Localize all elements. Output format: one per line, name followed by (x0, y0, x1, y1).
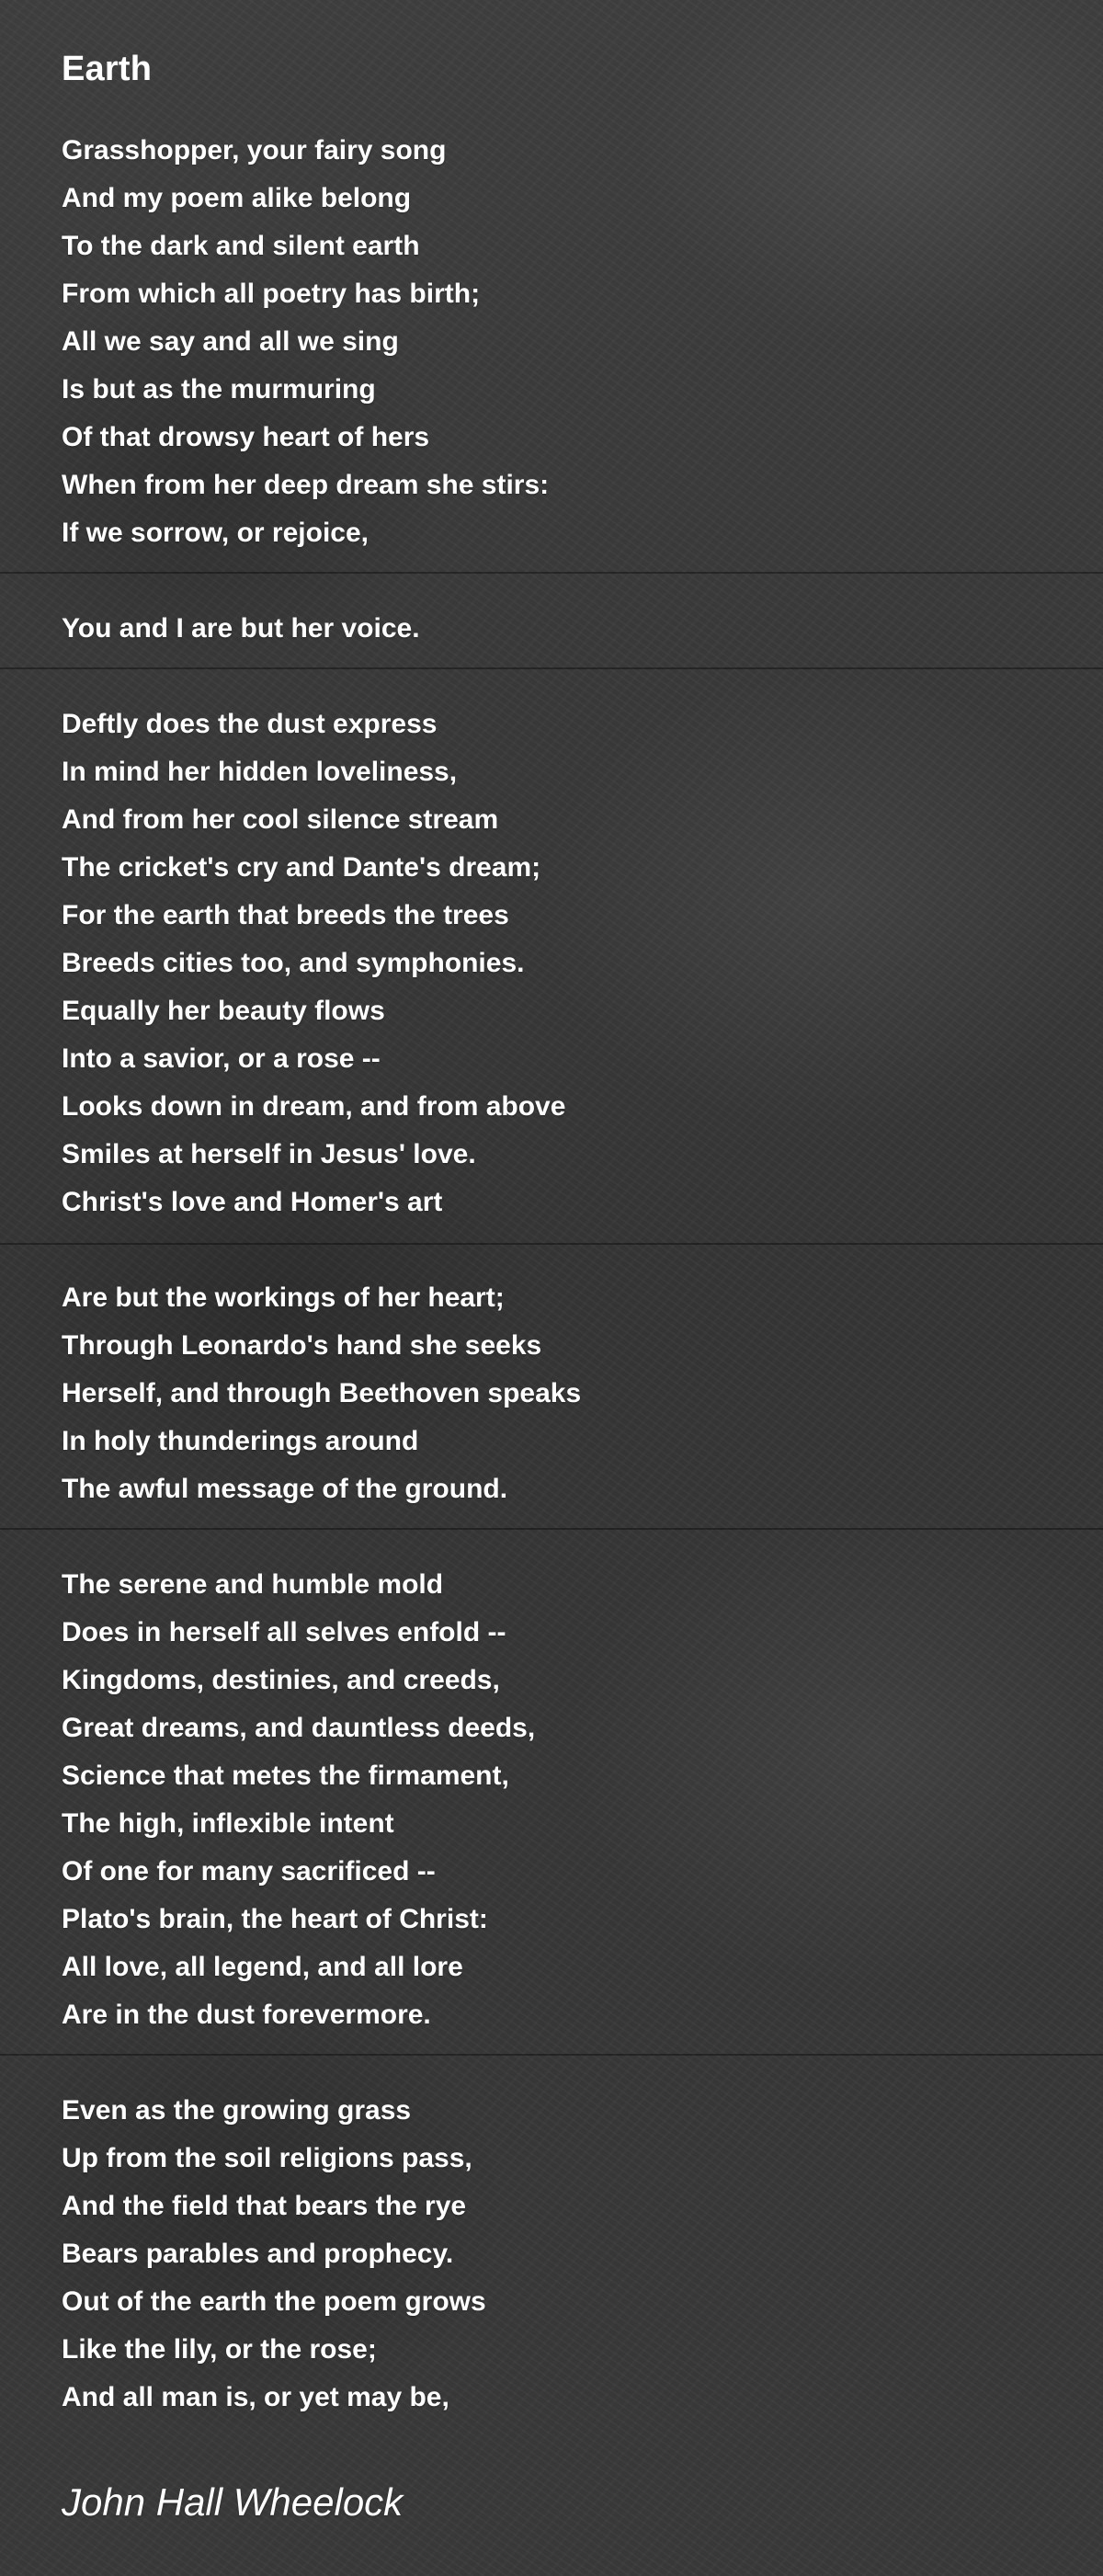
poem-line: Of one for many sacrificed -- (62, 1856, 436, 1886)
stanza-2 (62, 605, 1054, 653)
poem-line: Looks down in dream, and from above (62, 1091, 566, 1122)
poem-line: The serene and humble mold (62, 1569, 444, 1600)
poem-line: To the dark and silent earth (62, 231, 420, 261)
poem-line: Bears parables and prophecy. (62, 2239, 454, 2269)
poem-line: All love, all legend, and all lore (62, 1952, 463, 1982)
poem-line: For the earth that breeds the trees (62, 900, 509, 930)
poem-line: From which all poetry has birth; (62, 279, 481, 309)
poem-line: When from her deep dream she stirs: (62, 470, 550, 500)
poem-line: Through Leonardo's hand she seeks (62, 1330, 542, 1361)
poem-line: Into a savior, or a rose -- (62, 1043, 381, 1074)
stanza-4 (62, 1274, 1054, 1513)
stanza-1 (62, 127, 1054, 557)
poem-line: The high, inflexible intent (62, 1808, 394, 1839)
stanza-5 (62, 1561, 1054, 2039)
poem-title: Earth (62, 50, 153, 88)
stanza-3 (62, 701, 1054, 1226)
poem-line: Out of the earth the poem grows (62, 2286, 486, 2317)
poem-line: Herself, and through Beethoven speaks (62, 1378, 582, 1408)
poem-line: You and I are but her voice. (62, 613, 420, 644)
poem-line: Deftly does the dust express (62, 709, 438, 739)
poem-line: Equally her beauty flows (62, 996, 385, 1026)
poem-line: In mind her hidden loveliness, (62, 757, 458, 787)
poem-line: Are but the workings of her heart; (62, 1282, 505, 1313)
poem-line: Science that metes the firmament, (62, 1761, 509, 1791)
poem-line: If we sorrow, or rejoice, (62, 518, 369, 548)
stanza-6 (62, 2087, 1054, 2422)
poem-line: Christ's love and Homer's art (62, 1187, 443, 1217)
poem-line: And my poem alike belong (62, 183, 412, 213)
poem-author: John Hall Wheelock (62, 2480, 404, 2524)
poem-line: Plato's brain, the heart of Christ: (62, 1904, 488, 1934)
poem-line: In holy thunderings around (62, 1426, 419, 1456)
poem-line: Great dreams, and dauntless deeds, (62, 1713, 536, 1743)
poem-line: Grasshopper, your fairy song (62, 135, 447, 165)
poem-line: The awful message of the ground. (62, 1474, 508, 1504)
poem-line: Even as the growing grass (62, 2095, 412, 2126)
poem-line: Breeds cities too, and symphonies. (62, 948, 525, 978)
poem-line: Kingdoms, destinies, and creeds, (62, 1665, 500, 1695)
poem-line: Of that drowsy heart of hers (62, 422, 430, 452)
poem-container (62, 44, 1054, 2469)
poem-line: Is but as the murmuring (62, 374, 376, 405)
poem-line: And from her cool silence stream (62, 804, 499, 835)
poem-line: And the field that bears the rye (62, 2191, 467, 2221)
poem-line: Up from the soil religions pass, (62, 2143, 472, 2173)
poem-line: Like the lily, or the rose; (62, 2334, 377, 2365)
poem-line: Does in herself all selves enfold -- (62, 1617, 506, 1647)
poem-line: The cricket's cry and Dante's dream; (62, 852, 541, 883)
poem-line: Smiles at herself in Jesus' love. (62, 1139, 476, 1169)
poem-line: All we say and all we sing (62, 326, 399, 357)
poem-line: And all man is, or yet may be, (62, 2382, 449, 2412)
poem-line: Are in the dust forevermore. (62, 2000, 431, 2030)
